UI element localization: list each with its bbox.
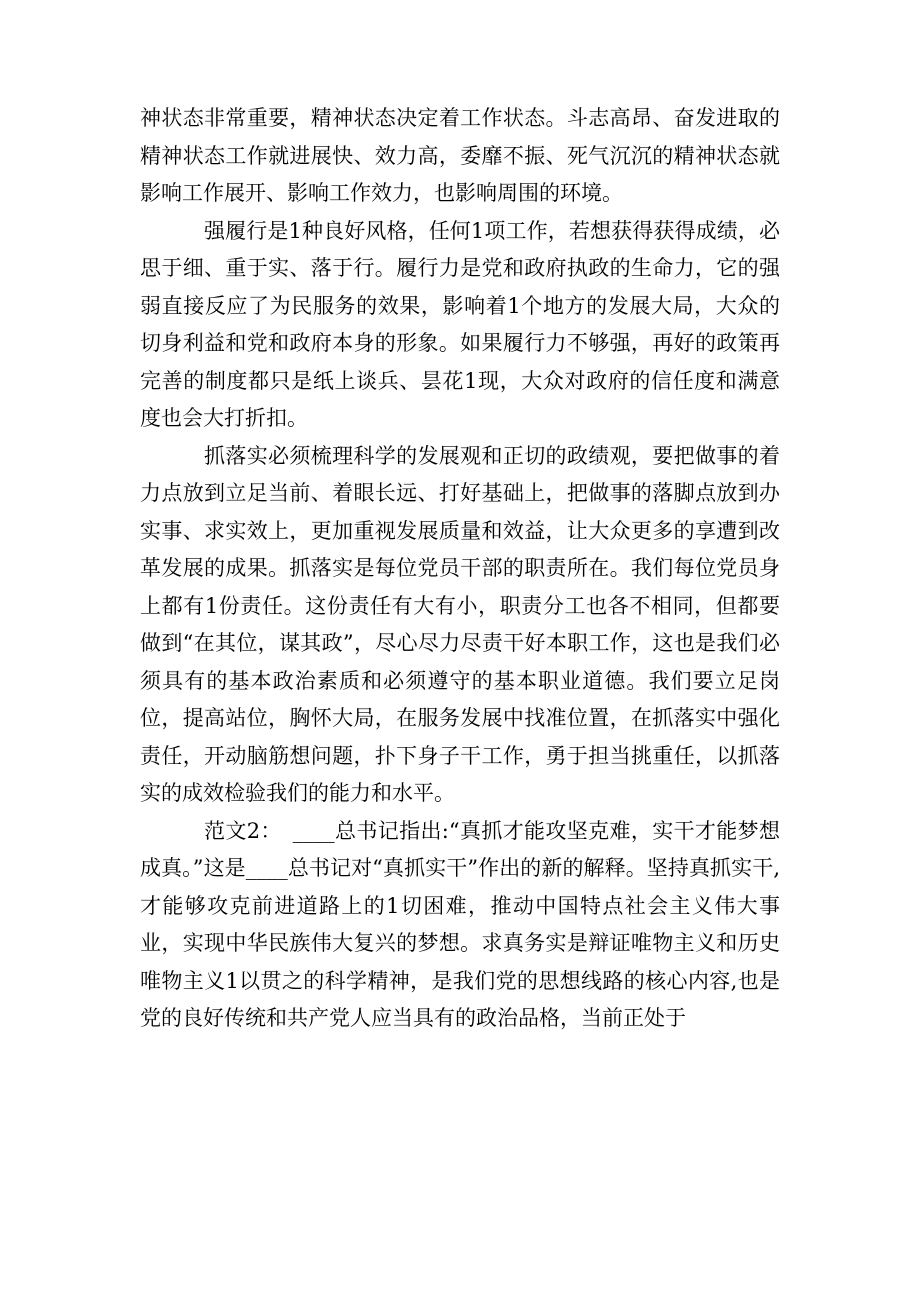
document-page <box>140 100 780 1038</box>
paragraph-spirit-continuation: 神状态非常重要，精神状态决定着工作状态。斗志高昂、奋发进取的精神状态工作就进展快、效力高，委靡不振、死气沉沉的精神状态就影响工作展开、影响工作效力，也影响周围的环境。 <box>140 106 780 205</box>
paragraph-execution: 强履行是1种良好风格，任何1项工作，若想获得获得成绩，必思于细、重于实、落于行。履行力是党和政府执政的生命力，它的强弱直接反应了为民服务的效果，影响着1个地方的发展大局，大众的切身利益和党和政府本身的形象。如果履行力不够强，再好的政策再完善的制度都只是纸上谈兵、昙花1现，大众对政府的信任度和满意度也会大打折扣。 <box>140 218 780 430</box>
paragraph-implementation: 抓落实必须梳理科学的发展观和正切的政绩观，要把做事的着力点放到立足当前、着眼长远、打好基础上，把做事的落脚点放到办实事、求实效上，更加重视发展质量和效益，让大众更多的享遭到改革发展的成果。抓落实是每位党员干部的职责所在。我们每位党员身上都有1份责任。这份责任有大有小，职责分工也各不相同，但都要做到“在其位，谋其政”，尽心尽力尽责干好本职工作，这也是我们必须具有的基本政治素质和必须遵守的基本职业道德。我们要立足岗位，提高站位，胸怀大局，在服务发展中找准位置，在抓落实中强化责任，开动脑筋想问题，扑下身子干工作，勇于担当挑重任，以抓落实的成效检验我们的能力和水平。 <box>140 443 780 805</box>
paragraph-sample-2: 范文2： ____总书记指出:“真抓才能攻坚克难，实干才能梦想成真。”这是____总书记对“真抓实干”作出的新的解释。坚持真抓实干,才能够攻克前进道路上的1切困难，推动中国特点社会主义伟大事业，实现中华民族伟大复兴的梦想。求真务实是辩证唯物主义和历史唯物主义1以贯之的科学精神，是我们党的思想线路的核心内容,也是党的良好传统和共产党人应当具有的政治品格，当前正处于 <box>140 818 780 1030</box>
